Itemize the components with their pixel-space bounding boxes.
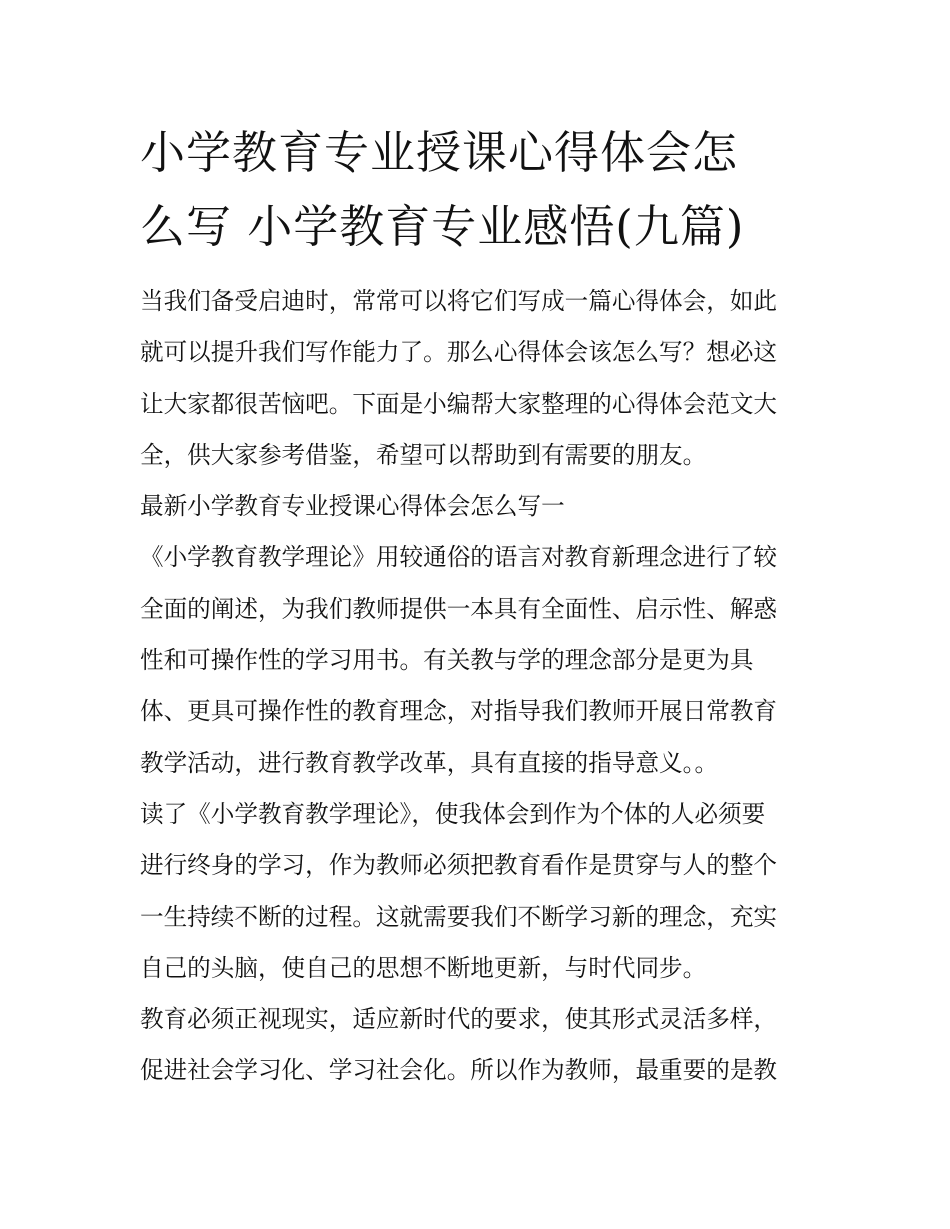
title-line-1: 小学教育专业授课心得体会怎 xyxy=(140,126,739,179)
text-line: 让大家都很苦恼吧。下面是小编帮大家整理的心得体会范文大 xyxy=(140,389,778,418)
intro-paragraph xyxy=(140,276,830,481)
body-paragraph xyxy=(140,994,830,1097)
document-title xyxy=(140,116,830,264)
body-paragraph xyxy=(140,789,830,994)
text-line: 全面的阐述，为我们教师提供一本具有全面性、启示性、解惑 xyxy=(140,594,778,623)
document-body xyxy=(140,276,830,1097)
text-line: 促进社会学习化、学习社会化。所以作为教师，最重要的是教 xyxy=(140,1056,778,1085)
text-line: 体、更具可操作性的教育理念，对指导我们教师开展日常教育 xyxy=(140,697,778,726)
text-line: 全，供大家参考借鉴，希望可以帮助到有需要的朋友。 xyxy=(140,440,707,469)
text-line: 一生持续不断的过程。这就需要我们不断学习新的理念，充实 xyxy=(140,902,778,931)
section-heading xyxy=(140,481,830,532)
text-line: 《小学教育教学理论》用较通俗的语言对教育新理念进行了较 xyxy=(140,543,778,572)
text-line: 教育必须正视现实，适应新时代的要求，使其形式灵活多样， xyxy=(140,1005,778,1034)
text-line: 读了《小学教育教学理论》，使我体会到作为个体的人必须要 xyxy=(140,799,766,828)
body-paragraph xyxy=(140,532,830,788)
text-line: 自己的头脑，使自己的思想不断地更新，与时代同步。 xyxy=(140,953,707,982)
text-line: 进行终身的学习，作为教师必须把教育看作是贯穿与人的整个 xyxy=(140,851,778,880)
text-line: 最新小学教育专业授课心得体会怎么写一 xyxy=(140,492,565,521)
text-line: 教学活动，进行教育教学改革，具有直接的指导意义。。 xyxy=(140,748,719,777)
text-line: 就可以提升我们写作能力了。那么心得体会该怎么写？想必这 xyxy=(140,338,778,367)
text-line: 性和可操作性的学习用书。有关教与学的理念部分是更为具 xyxy=(140,646,754,675)
title-line-2: 么写 小学教育专业感悟(九篇) xyxy=(140,200,745,253)
text-line: 当我们备受启迪时，常常可以将它们写成一篇心得体会，如此 xyxy=(140,287,778,315)
